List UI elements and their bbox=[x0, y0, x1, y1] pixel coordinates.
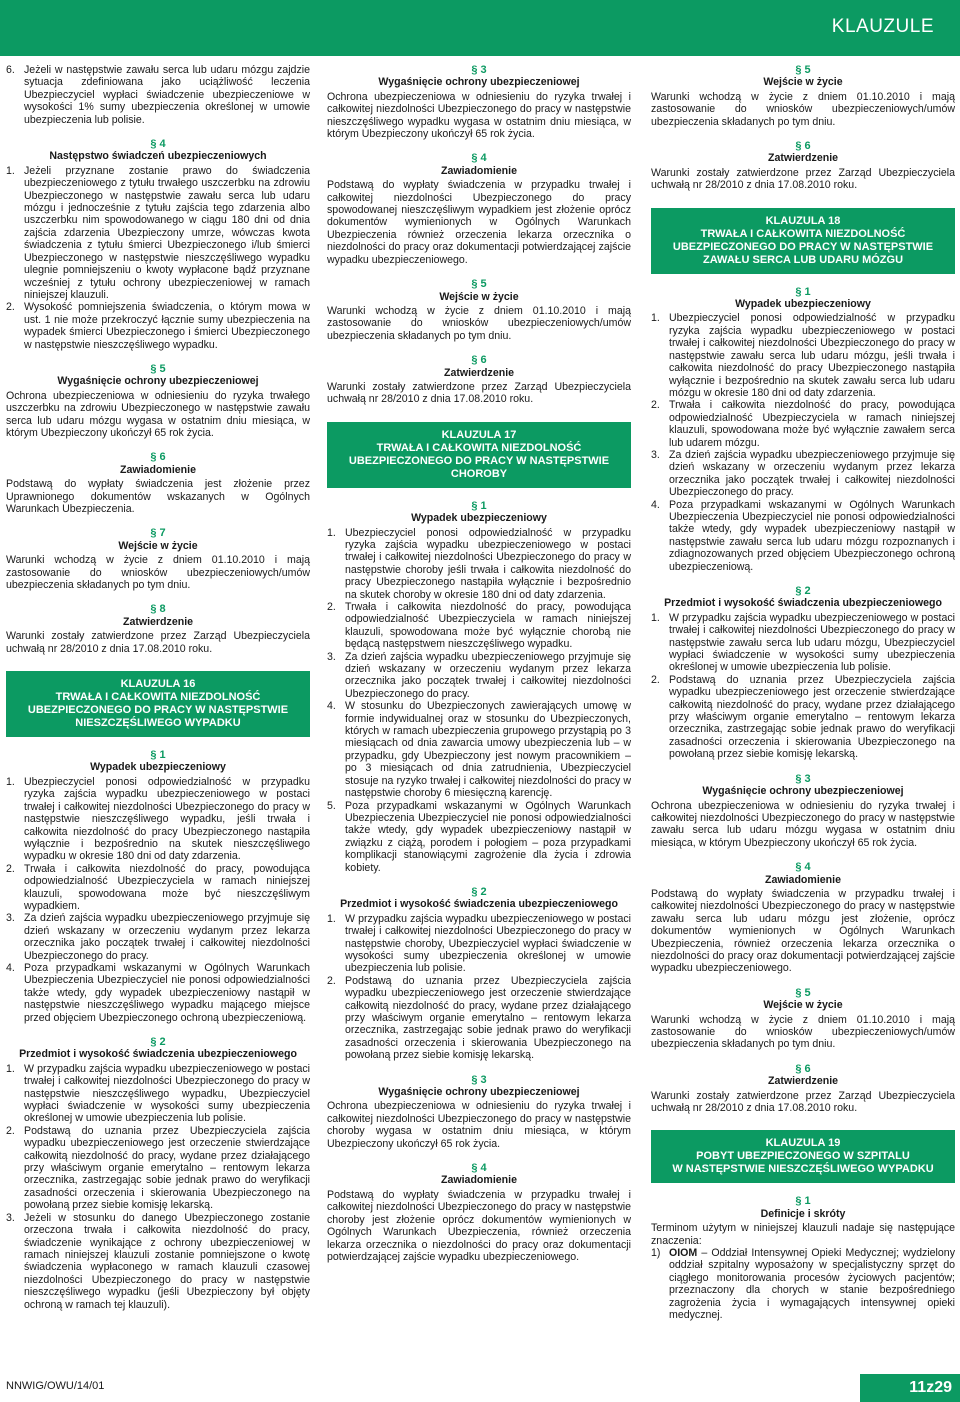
definitions-list bbox=[651, 1247, 955, 1321]
column-1 bbox=[6, 64, 310, 1311]
section-text: Warunki zostały zatwierdzone przez Zarząd Ubezpieczyciela uchwałą nr 28/2010 z dnia 17.08.2010 roku. bbox=[651, 166, 955, 192]
section-title: Wejście w życie bbox=[763, 76, 843, 89]
section-number: § 7 bbox=[150, 527, 166, 540]
section-number: § 5 bbox=[471, 278, 487, 291]
list-item: 6. Jeżeli w następstwie zawału serca lub udaru mózgu zajdzie sytuacja zdefiniowana jako uciążliwość leczenia Ubezpieczyciel wypłaci świadczenie ubezpieczeniowe w wysokości 1% sumy ubezpieczenia określonej w umowie ubezpieczenia lub polisie. bbox=[6, 64, 310, 126]
section-number: § 4 bbox=[471, 1162, 487, 1175]
section-text: Ochrona ubezpieczeniowa w odniesieniu do ryzyka trwałej i całkowitej niezdolności Ubezpieczonego do pracy w następstwie nieszczęśliwego wypadku wygasa w ostatnim dniu miesiąca, w którym Ubezpieczony ukończył 65 rok życia. bbox=[327, 90, 631, 141]
page-title: KLAUZULE bbox=[831, 16, 934, 37]
section-text: Podstawą do wypłaty świadczenia w przypadku trwałej i całkowitej niezdolności Ubezpieczonego do pracy w następstwie choroby jest złożenie oprócz dokumentów wymienionych w Ogólnych Warunkach Ubezpieczenia, również orzeczenia lekarza orzecznika o niezdolności do pracy oraz dokumentacji potwierdzającej zajście wypadku ubezpieczeniowego. bbox=[327, 1188, 631, 1263]
list-item: 1. W przypadku zajścia wypadku ubezpieczeniowego w postaci trwałej i całkowitej niezdolności Ubezpieczonego do pracy w następstwie choroby, Ubezpieczyciel wypłaci świadczenie w wysokości sumy ubezpieczenia określonej w umowie ubezpieczenia lub polisie. bbox=[327, 912, 631, 975]
list-item: 2. Podstawą do uznania przez Ubezpieczyciela zajścia wypadku ubezpieczeniowego jest orzeczenie stwierdzające całkowitą niezdolność do pracy, wydane przez działającego przy właściwym organie emerytalno – rentowym lekarza orzecznika, zastrzegając sobie jednak prawo do weryfikacji zasadności orzeczenia i skierowania Ubezpieczonego na powołaną przez siebie komisję lekarską. bbox=[327, 974, 631, 1062]
section-text: Warunki wchodzą w życie z dniem 01.10.2010 i mają zastosowanie do wniosków ubezpieczeniowych/umów ubezpieczenia składanych po tym dniu. bbox=[651, 90, 955, 128]
section-title: Zatwierdzenie bbox=[443, 366, 515, 379]
section-title: Przedmiot i wysokość świadczenia ubezpieczeniowego bbox=[19, 1048, 297, 1061]
clause-18-heading: KLAUZULA 18 TRWAŁA I CAŁKOWITA NIEZDOLNOŚĆ UBEZPIECZONEGO DO PRACY W NASTĘPSTWIE ZAWAŁU SERCA LUB UDARU MÓZGU bbox=[651, 208, 955, 274]
section-title: Wejście w życie bbox=[763, 999, 843, 1012]
section-list bbox=[651, 612, 955, 761]
list-item: 3. Za dzień zajścia wypadku ubezpieczeniowego przyjmuje się dzień wskazany w orzeczeniu wydanym przez lekarza orzecznika jako początek trwałej i całkowitej niezdolności Ubezpieczonego do pracy. bbox=[651, 448, 955, 499]
section-number: § 4 bbox=[795, 861, 811, 874]
section-title: Zawiadomienie bbox=[120, 463, 196, 476]
section-list bbox=[6, 776, 310, 1024]
section-title: Zawiadomienie bbox=[441, 1174, 517, 1187]
list-item: 2. Trwała i całkowita niezdolność do pracy, powodująca odpowiedzialność Ubezpieczyciela w ramach niniejszej klauzuli, spowodowana może być nieszczęśliwym wypadkiem. bbox=[6, 862, 310, 912]
list-item: 1. Jeżeli przyznane zostanie prawo do świadczenia ubezpieczeniowego z tytułu trwałego uszczerbku na zdrowiu Ubezpieczonego w następstwie zawału serca lub udaru mózgu i jednocześnie z tytułu zajścia tego zdarzenia albo uszczerbku nim spowodowanego w ciągu 180 dni od dnia zajścia zdarzenia Ubezpieczony umrze, wówczas kwota świadczenia z tytułu śmierci Ubezpieczonego i/lub śmierci Ubezpieczonego w następstwie nieszczęśliwego wypadku ulegnie pomniejszeniu o kwoty wypłacone bądź przyznane wcześniej z tytułu ochrony ubezpieczeniowej w ramach niniejszej klauzuli. bbox=[6, 164, 310, 301]
list-item: 4. W stosunku do Ubezpieczonych zawierających umowę w formie indywidualnej oraz w stosunku do Ubezpieczonych, których w ramach ubezpieczenia grupowego przystąpią po 3 miesiącach od dnia zawarcia umowy ubezpieczenia lub – w przypadku, gdy Ubezpieczony jest nowym pracownikiem – po 3 miesiącach od dnia zatrudnienia, Ubezpieczyciel stosuje na ryzyko trwałej i całkowitej niezdolności do pracy w następstwie choroby 6 miesięczną karencję. bbox=[327, 700, 631, 800]
list-item: 4. Poza przypadkami wskazanymi w Ogólnych Warunkach Ubezpieczenia Ubezpieczyciel nie ponosi odpowiedzialności także wtedy, gdy wypadek ubezpieczeniowy nastąpił w następstwie zawału serca lub udaru mózgu rozpoznanych i zdiagnozowanych przed objęciem Ubezpieczonego ochroną ubezpieczeniową. bbox=[651, 498, 955, 573]
document-code: NNWIG/OWU/14/01 bbox=[6, 1380, 105, 1392]
column-3 bbox=[651, 64, 955, 1322]
section-number: § 4 bbox=[471, 152, 487, 165]
list-item: 2. Podstawą do uznania przez Ubezpieczyciela zajścia wypadku ubezpieczeniowego jest orzeczenie stwierdzające całkowitą niezdolność do pracy, wydane przez działającego przy właściwym organie emerytalno – rentowym lekarza orzecznika, zastrzegając sobie jednak prawo do weryfikacji zasadności orzeczenia i skierowania Ubezpieczonego na powołaną przez siebie komisję lekarską. bbox=[6, 1124, 310, 1212]
page-number: 11z29 bbox=[909, 1379, 952, 1396]
list-item: 3. Za dzień zajścia wypadku ubezpieczeniowego przyjmuje się dzień wskazany w orzeczeniu wydanym przez lekarza orzecznika jako początek trwałej i całkowitej niezdolności Ubezpieczonego do pracy. bbox=[6, 912, 310, 962]
clause-17-heading: KLAUZULA 17 TRWAŁA I CAŁKOWITA NIEZDOLNOŚĆ UBEZPIECZONEGO DO PRACY W NASTĘPSTWIE CHOROBY bbox=[327, 422, 631, 488]
clause-16-heading: KLAUZULA 16 TRWAŁA I CAŁKOWITA NIEZDOLNOŚĆ UBEZPIECZONEGO DO PRACY W NASTĘPSTWIE NIESZCZĘŚLIWEGO WYPADKU bbox=[6, 671, 310, 737]
header-bar bbox=[0, 0, 960, 56]
section-title: Wypadek ubezpieczeniowy bbox=[90, 761, 226, 774]
section-title: Następstwo świadczeń ubezpieczeniowych bbox=[49, 150, 267, 163]
section-title: Zatwierdzenie bbox=[767, 1075, 839, 1088]
section-text: Warunki wchodzą w życie z dniem 01.10.2010 i mają zastosowanie do wniosków ubezpieczeniowych/umów ubezpieczenia składanych po tym dniu. bbox=[6, 554, 310, 592]
list-item: 1. W przypadku zajścia wypadku ubezpieczeniowego w postaci trwałej i całkowitej niezdolności Ubezpieczonego do pracy w następstwie zawału serca lub udaru mózgu, Ubezpieczyciel wypłaci świadczenie w wysokości sumy ubezpieczenia określonej w umowie ubezpieczenia lub polisie. bbox=[651, 611, 955, 674]
section-title: Przedmiot i wysokość świadczenia ubezpieczeniowego bbox=[340, 898, 618, 911]
list-item: 2. Trwała i całkowita niezdolność do pracy, powodująca odpowiedzialność Ubezpieczyciela w ramach niniejszej klauzuli, spowodowana może być wyłącznie zawałem serca lub udarem mózgu. bbox=[651, 399, 955, 449]
section-text: Warunki wchodzą w życie z dniem 01.10.2010 i mają zastosowanie do wniosków ubezpieczeniowych/umów ubezpieczenia składanych po tym dniu. bbox=[327, 304, 631, 342]
section-list bbox=[6, 1063, 310, 1311]
section-number: § 1 bbox=[795, 1195, 811, 1208]
section-title: Wejście w życie bbox=[439, 290, 519, 303]
list-item: 1) OIOM – Oddział Intensywnej Opieki Medycznej; wydzielony oddział szpitalny wyposażony w specjalistyczny sprzęt do ciągłego monitorowania procesów życiowych pacjentów; przeznaczony dla chorych w stanie bezpośredniego zagrożenia życia i wymagających intensywnej opieki medycznej. bbox=[651, 1247, 955, 1322]
section-number: § 6 bbox=[150, 451, 166, 464]
list-item: 2. Wysokość pomniejszenia świadczenia, o którym mowa w ust. 1 nie może przekroczyć łącznie sumy ubezpieczenia na wypadek śmierci Ubezpieczonego i śmierci Ubezpieczonego w następstwie nieszczęśliwego wypadku. bbox=[6, 301, 310, 351]
section-text: Warunki zostały zatwierdzone przez Zarząd Ubezpieczyciela uchwałą nr 28/2010 z dnia 17.08.2010 roku. bbox=[327, 380, 631, 406]
section-text: Warunki zostały zatwierdzone przez Zarząd Ubezpieczyciela uchwałą nr 28/2010 z dnia 17.08.2010 roku. bbox=[651, 1089, 955, 1115]
intro-list bbox=[6, 64, 310, 126]
section-list bbox=[327, 527, 631, 874]
section-text: Podstawą do wypłaty świadczenia w przypadku trwałej i całkowitej niezdolności Ubezpieczonego do pracy spowodowanej nieszczęśliwym wypadkiem jest złożenie oprócz dokumentów wymienionych w Ogólnych Warunkach Ubezpieczenia również orzeczenia lekarza orzecznika o niezdolności do pracy oraz dokumentacji potwierdzającej zajście wypadku ubezpieczeniowego. bbox=[327, 179, 631, 266]
section-title: Wypadek ubezpieczeniowy bbox=[411, 512, 547, 525]
clause-19-heading: KLAUZULA 19 POBYT UBEZPIECZONEGO W SZPITALU W NASTĘPSTWIE NIESZCZĘŚLIWEGO WYPADKU bbox=[651, 1130, 955, 1183]
section-number: § 3 bbox=[795, 772, 811, 785]
section-number: § 3 bbox=[471, 64, 487, 76]
section-number: § 1 bbox=[150, 749, 166, 762]
section-text: Terminom użytym w niniejszej klauzuli nadaje się następujące znaczenia: bbox=[651, 1222, 955, 1247]
section-text: Ochrona ubezpieczeniowa w odniesieniu do ryzyka trwałej i całkowitej niezdolności Ubezpieczonego do pracy w następstwie zawału serca lub udaru mózgu wygasa w ostatnim dniu miesiąca, w którym Ubezpieczony ukończył 65 rok życia. bbox=[651, 799, 955, 849]
section-number: § 6 bbox=[471, 354, 487, 367]
section-title: Wygaśnięcie ochrony ubezpieczeniowej bbox=[378, 76, 580, 89]
section-title: Zawiadomienie bbox=[765, 873, 841, 886]
section-number: § 2 bbox=[795, 585, 811, 597]
list-item: 3. Jeżeli w stosunku do danego Ubezpieczonego zostanie orzeczona trwała i całkowita niezdolność do pracy, świadczenie wynikające z ochrony ubezpieczeniowej w ramach niniejszej klauzuli zostanie pomniejszone o kwotę świadczenia wypłaconego w ramach klauzuli czasowej niezdolności Ubezpieczonego do pracy w następstwie nieszczęśliwego wypadku (jeśli Ubezpieczony był objęty ochroną w ramach tej klauzuli). bbox=[6, 1211, 310, 1311]
list-item: 2. Podstawą do uznania przez Ubezpieczyciela zajścia wypadku ubezpieczeniowego jest orzeczenie stwierdzające całkowitą niezdolność do pracy, wydane przez działającego przy właściwym organie emerytalno – rentowym lekarza orzecznika, zastrzegając sobie jednak prawo do weryfikacji zasadności orzeczenia i skierowania Ubezpieczonego na powołaną przez siebie komisję lekarską. bbox=[651, 673, 955, 761]
section-number: § 6 bbox=[795, 140, 811, 153]
section-text: Warunki wchodzą w życie z dniem 01.10.2010 i mają zastosowanie do wniosków ubezpieczeniowych/umów ubezpieczenia składanych po tym dniu. bbox=[651, 1013, 955, 1051]
list-item: 2. Trwała i całkowita niezdolność do pracy, powodująca odpowiedzialność Ubezpieczyciela w ramach niniejszej klauzuli, spowodowana może być wyłącznie chorobą nie będącą następstwem nieszczęśliwego wypadku. bbox=[327, 601, 631, 651]
section-title: Wypadek ubezpieczeniowy bbox=[735, 298, 871, 311]
list-item: 1. Ubezpieczyciel ponosi odpowiedzialność w przypadku ryzyka zajścia wypadku ubezpieczeniowego w postaci trwałej i całkowitej niezdolności Ubezpieczonego do pracy w następstwie choroby jeśli trwała i całkowita niezdolność do pracy Ubezpieczonego nastąpiła wyłącznie i bezpośrednio na skutek choroby w okresie 180 dni od daty zdarzenia. bbox=[327, 526, 631, 601]
section-number: § 3 bbox=[471, 1073, 487, 1086]
section-text: Podstawą do wypłaty świadczenia w przypadku trwałej i całkowitej niezdolności Ubezpieczonego do pracy w następstwie zawału serca lub udaru mózgu jest złożenie, oprócz dokumentów wymienionych w Ogólnych Warunkach Ubezpieczenia, również orzeczenia lekarza orzecznika o niezdolności do pracy oraz dokumentacji potwierdzającej zajście wypadku ubezpieczeniowego. bbox=[651, 887, 955, 975]
list-item: 3. Za dzień zajścia wypadku ubezpieczeniowego przyjmuje się dzień wskazany w orzeczeniu wydanym przez lekarza orzecznika jako początek trwałej i całkowitej niezdolności Ubezpieczonego do pracy. bbox=[327, 650, 631, 700]
section-number: § 1 bbox=[471, 499, 487, 512]
list-item: 5. Poza przypadkami wskazanymi w Ogólnych Warunkach Ubezpieczenia Ubezpieczyciel nie ponosi odpowiedzialności także wtedy, gdy wypadek ubezpieczeniowy nastąpił w związku z ciążą, porodem i połogiem – poza przypadkami komplikacji stanowiącymi zagrożenie dla życia i zdrowia kobiety. bbox=[327, 799, 631, 874]
list-item: 1. W przypadku zajścia wypadku ubezpieczeniowego w postaci trwałej i całkowitej niezdolności Ubezpieczonego do pracy w następstwie nieszczęśliwego wypadku, Ubezpieczyciel wypłaci świadczenie w wysokości sumy ubezpieczenia określonej w umowie ubezpieczenia lub polisie. bbox=[6, 1062, 310, 1125]
section-text: Warunki zostały zatwierdzone przez Zarząd Ubezpieczyciela uchwałą nr 28/2010 z dnia 17.08.2010 roku. bbox=[6, 630, 310, 655]
section-number: § 1 bbox=[795, 285, 811, 298]
section-number: § 4 bbox=[150, 138, 166, 151]
list-item: 4. Poza przypadkami wskazanymi w Ogólnych Warunkach Ubezpieczenia Ubezpieczyciel nie ponosi odpowiedzialności także wtedy, gdy wypadek ubezpieczeniowy nastąpił w następstwie nieszczęśliwego wypadku mającego miejsce przed objęciem Ubezpieczonego ochroną ubezpieczeniową. bbox=[6, 961, 310, 1024]
section-title: Wygaśnięcie ochrony ubezpieczeniowej bbox=[57, 375, 259, 388]
section-text: Podstawą do wypłaty świadczenia jest złożenie przez Uprawnionego dokumentów wskazanych w Ogólnych Warunkach Ubezpieczenia. bbox=[6, 478, 310, 515]
list-item: 1. Ubezpieczyciel ponosi odpowiedzialność w przypadku ryzyka zajścia wypadku ubezpieczeniowego w postaci trwałej i całkowitej niezdolności Ubezpieczonego do pracy w następstwie nieszczęśliwego wypadku, jeśli trwała i całkowita niezdolność do pracy Ubezpieczonego nastąpiła wyłącznie i bezpośrednio na skutek nieszczęśliwego wypadku w okresie 180 dni od daty zdarzenia. bbox=[6, 775, 310, 863]
section-number: § 8 bbox=[150, 603, 166, 616]
section-number: § 2 bbox=[150, 1036, 166, 1048]
section-title: Zawiadomienie bbox=[441, 164, 517, 177]
section-list bbox=[327, 913, 631, 1062]
section-number: § 5 bbox=[795, 986, 811, 999]
section-text: Ochrona ubezpieczeniowa w odniesieniu do ryzyka trwałej i całkowitej niezdolności Ubezpieczonego do pracy w następstwie choroby wygasa w ostatnim dniu miesiąca, w którym Ubezpieczony ukończył 65 rok życia. bbox=[327, 1100, 631, 1150]
section-number: § 6 bbox=[795, 1062, 811, 1075]
footer-page-bar bbox=[860, 1374, 960, 1402]
section-number: § 5 bbox=[150, 362, 166, 375]
column-2 bbox=[327, 64, 631, 1263]
section-title: Wejście w życie bbox=[118, 539, 198, 552]
section-list bbox=[6, 165, 310, 351]
section-title: Wygaśnięcie ochrony ubezpieczeniowej bbox=[702, 785, 904, 798]
section-title: Przedmiot i wysokość świadczenia ubezpieczeniowego bbox=[664, 597, 942, 610]
section-list bbox=[651, 312, 955, 573]
section-title: Zatwierdzenie bbox=[767, 152, 839, 165]
list-item: 1. Ubezpieczyciel ponosi odpowiedzialność w przypadku ryzyka zajścia wypadku ubezpieczeniowego w postaci trwałej i całkowitej niezdolności Ubezpieczonego do pracy w następstwie zawału serca lub udaru mózgu, jeśli trwała i całkowita niezdolność do pracy Ubezpieczonego nastąpiła wyłącznie i bezpośrednio na skutek zawału serca lub udaru mózgu w okresie 180 dni od daty zdarzenia. bbox=[651, 312, 955, 399]
section-number: § 5 bbox=[795, 64, 811, 76]
section-title: Wygaśnięcie ochrony ubezpieczeniowej bbox=[378, 1086, 580, 1099]
section-title: Definicje i skróty bbox=[760, 1207, 846, 1220]
section-title: Zatwierdzenie bbox=[122, 615, 194, 628]
section-text: Ochrona ubezpieczeniowa w odniesieniu do ryzyka trwałego uszczerbku na zdrowiu Ubezpieczonego w następstwie zawału serca lub udaru mózgu wygasa w ostatnim dniu miesiąca, w którym Ubezpieczony ukończył 65 rok życia. bbox=[6, 389, 310, 439]
section-number: § 2 bbox=[471, 885, 487, 898]
